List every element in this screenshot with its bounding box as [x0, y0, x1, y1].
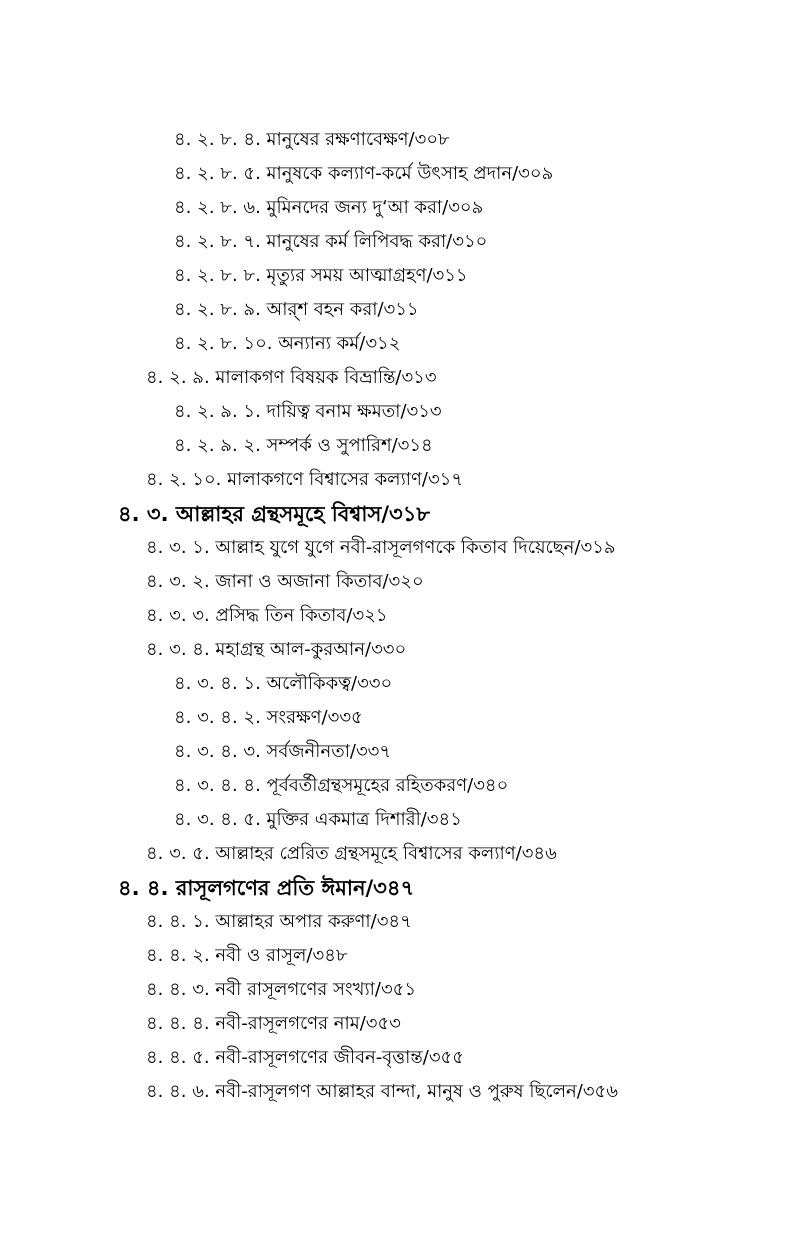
toc-entry: ৪. ২. ৮. ৭. মানুষের কর্ম লিপিবদ্ধ করা/৩১০: [174, 231, 488, 252]
toc-entry: ৪. ২. ৮. ৬. মুমিনদের জন্য দু‘আ করা/৩০৯: [174, 197, 484, 218]
toc-entry: ৪. ৪. ৩. নবী রাসূলগণের সংখ্যা/৩৫১: [146, 979, 417, 1000]
toc-entry: ৪. ৪. ৪. নবী-রাসূলগণের নাম/৩৫৩: [146, 1013, 401, 1034]
toc-entry: ৪. ৩. ২. জানা ও অজানা কিতাব/৩২০: [146, 571, 424, 592]
toc-entry: ৪. ৩. ৪. ১. অলৌকিকত্ব/৩৩০: [174, 673, 393, 694]
toc-entry: ৪. ৩. ৪. ৩. সর্বজনীনতা/৩৩৭: [174, 741, 392, 762]
toc-entry: ৪. ৪. ২. নবী ও রাসূল/৩৪৮: [146, 945, 348, 966]
toc-entry: ৪. ২. ৯. ১. দায়িত্ব বনাম ক্ষমতা/৩১৩: [174, 401, 442, 422]
toc-entry: ৪. ২. ৮. ৮. মৃত্যুর সময় আত্মাগ্রহণ/৩১১: [174, 265, 468, 286]
toc-entry: ৪. ২. ৮. ৫. মানুষকে কল্যাণ-কর্মে উৎসাহ প্রদান/৩০৯: [174, 163, 554, 184]
toc-entry: ৪. ২. ১০. মালাকগণে বিশ্বাসের কল্যাণ/৩১৭: [146, 469, 464, 490]
toc-entry: ৪. ৩. ১. আল্লাহ যুগে যুগে নবী-রাসূলগণকে কিতাব দিয়েছেন/৩১৯: [146, 537, 616, 558]
toc-entry: ৪. ৩. ৪. ৫. মুক্তির একমাত্র দিশারী/৩৪১: [174, 809, 462, 830]
toc-entry: ৪. ২. ৯. মালাকগণ বিষয়ক বিভ্রান্তি/৩১৩: [146, 367, 437, 388]
toc-entry: ৪. ৩. ৪. মহাগ্রন্থ আল-কুরআন/৩৩০: [146, 639, 407, 660]
toc-entry: ৪. ৩. ৪. ৪. পূর্ববর্তীগ্রন্থসমূহের রহিতকরণ/৩৪০: [174, 775, 509, 796]
toc-entry: ৪. ৩. ৪. ২. সংরক্ষণ/৩৩৫: [174, 707, 363, 728]
toc-entry: ৪. ২. ৮. ৪. মানুষের রক্ষণাবেক্ষণ/৩০৮: [174, 129, 450, 150]
toc-entry: ৪. ৪. ১. আল্লাহর অপার করুণা/৩৪৭: [146, 911, 412, 932]
toc-entry: ৪. ২. ৮. ১০. অন্যান্য কর্ম/৩১২: [174, 333, 401, 354]
toc-entry: ৪. ২. ৯. ২. সম্পর্ক ও সুপারিশ/৩১৪: [174, 435, 433, 456]
toc-heading: ৪. ৩. আল্লাহর গ্রন্থসমূহে বিশ্বাস/৩১৮: [118, 502, 430, 526]
toc-entry: ৪. ৩. ৫. আল্লাহর প্রেরিত গ্রন্থসমূহে বিশ্বাসের কল্যাণ/৩৪৬: [146, 843, 557, 864]
toc-heading: ৪. ৪. রাসূলগণের প্রতি ঈমান/৩৪৭: [118, 876, 415, 900]
toc-entry: ৪. ৪. ৫. নবী-রাসূলগণের জীবন-বৃত্তান্ত/৩৫৫: [146, 1047, 464, 1068]
toc-entry: ৪. ৪. ৬. নবী-রাসূলগণ আল্লাহর বান্দা, মানুষ ও পুরুষ ছিলেন/৩৫৬: [146, 1081, 618, 1102]
toc-entry: ৪. ২. ৮. ৯. আর্‌শ বহন করা/৩১১: [174, 299, 419, 320]
toc-entry: ৪. ৩. ৩. প্রসিদ্ধ তিন কিতাব/৩২১: [146, 605, 388, 626]
